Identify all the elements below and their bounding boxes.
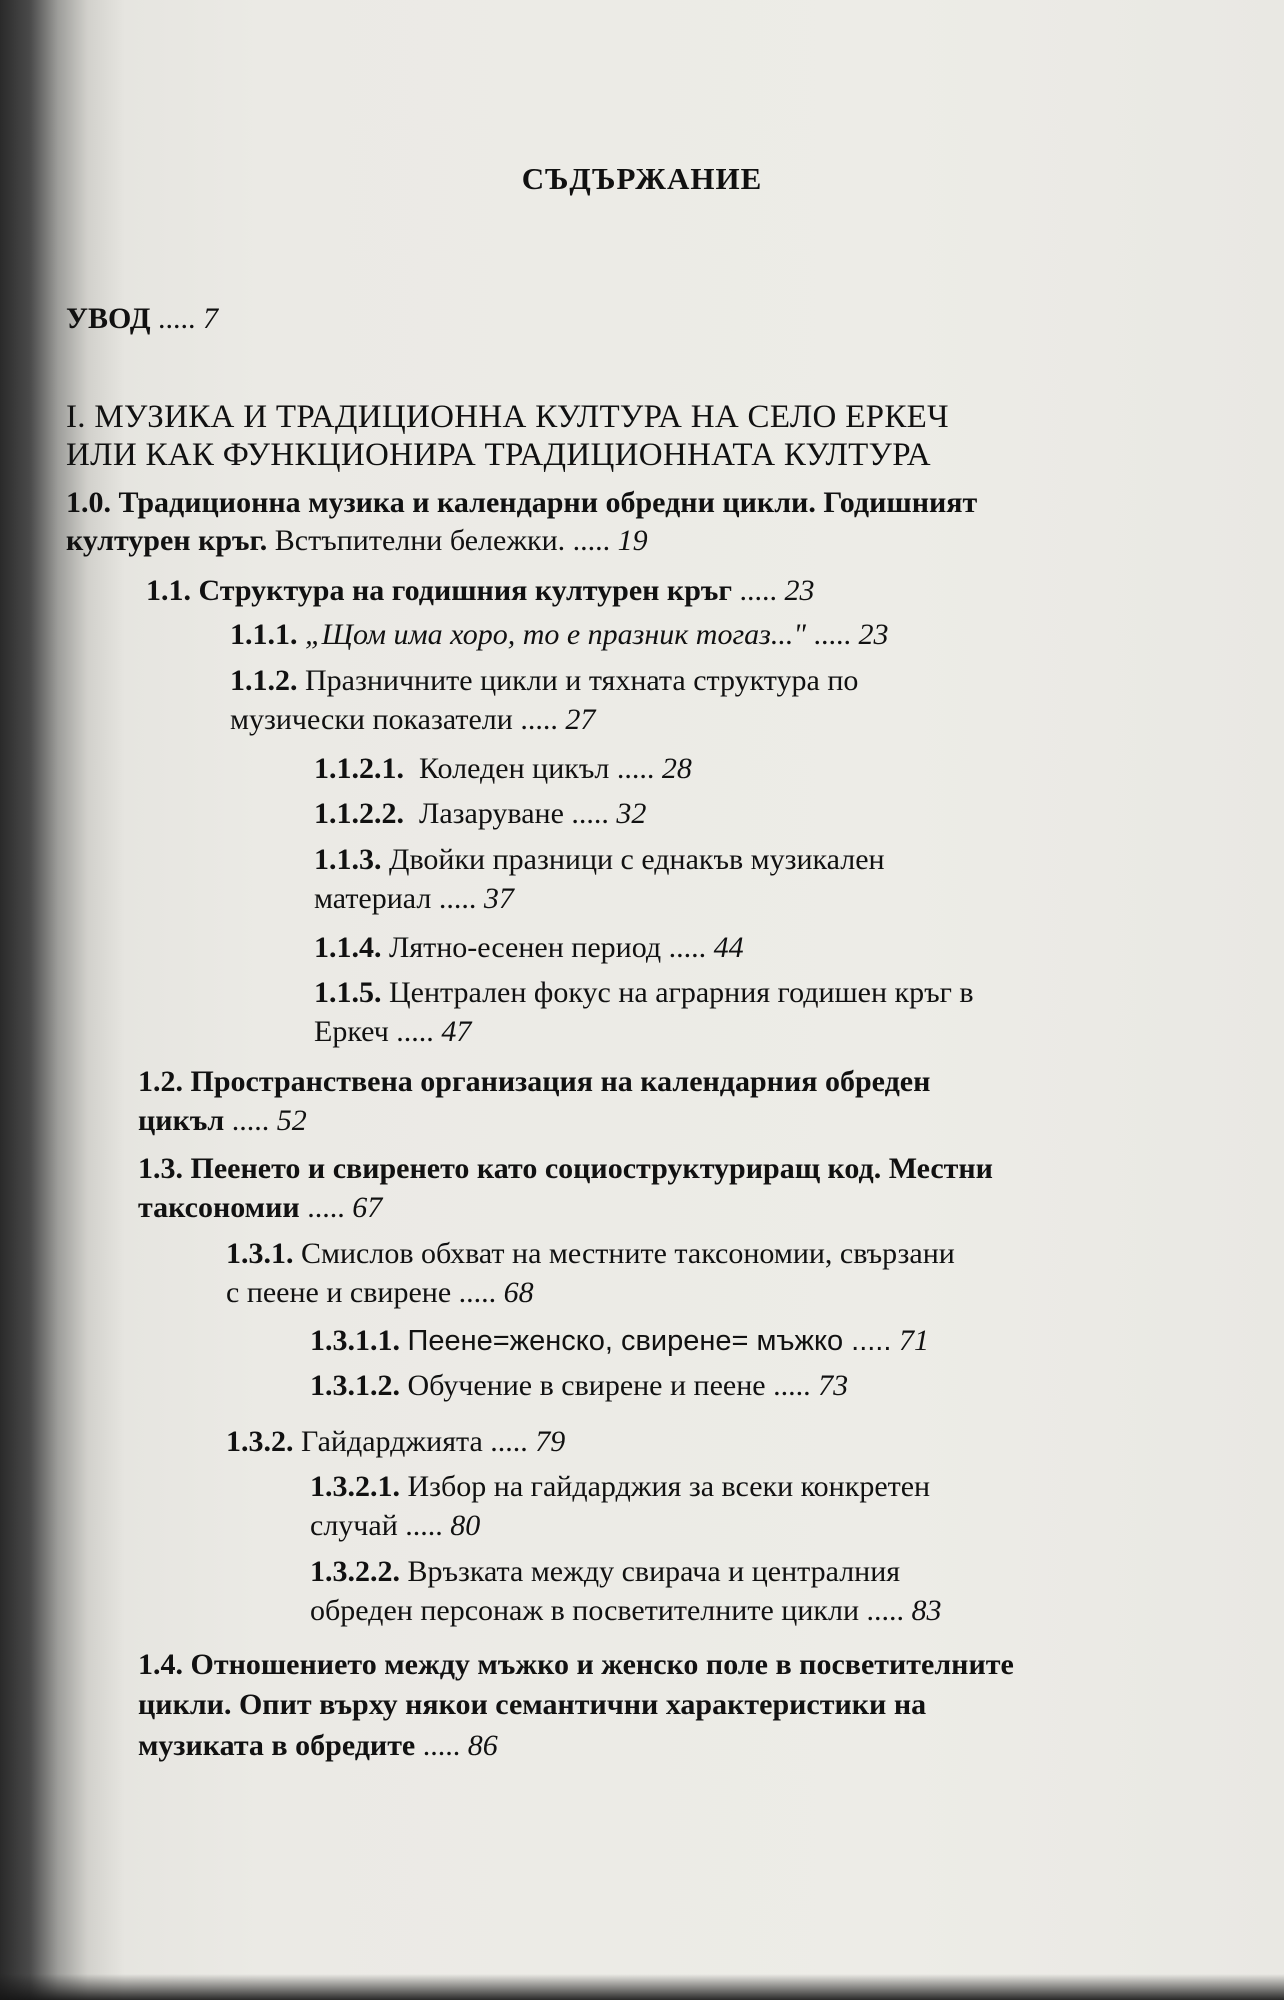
toc-entry-1-4-line1: 1.4. Отношението между мъжко и женско поле в посветителните	[138, 1648, 1014, 1681]
toc-text: музиката в обредите	[138, 1729, 416, 1762]
toc-text: Лятно-есенен период .....	[389, 931, 707, 964]
toc-number: 1.3.1.2.	[310, 1369, 400, 1402]
toc-text: Избор на гайдарджия за всеки конкретен	[407, 1470, 931, 1503]
toc-dots: .....	[307, 1191, 345, 1224]
toc-entry-1-3-1-line1	[226, 1235, 955, 1273]
toc-number: 1.3.2.	[226, 1425, 294, 1458]
toc-page: 86	[467, 1729, 498, 1762]
toc-page: 23	[858, 618, 889, 651]
toc-entry-1-1-3-line1	[314, 841, 885, 879]
toc-entry-1-4-line3	[138, 1727, 498, 1765]
toc-number: 1.3.2.2.	[310, 1555, 400, 1588]
toc-entry-1-3-2-1-line1	[310, 1468, 930, 1506]
part-heading-line1: I. МУЗИКА И ТРАДИЦИОННА КУЛТУРА НА СЕЛО ЕРКЕЧ	[66, 399, 949, 435]
toc-page: 67	[352, 1191, 383, 1224]
toc-number: 1.3.1.	[226, 1237, 294, 1270]
toc-text: Двойки празници с еднакъв музикален	[389, 843, 885, 876]
toc-entry-1-3-2-1-line2	[310, 1507, 480, 1545]
toc-entry-1-3-line2	[138, 1189, 382, 1227]
toc-text: 1.1. Структура на годишния културен кръг	[146, 574, 733, 607]
toc-entry-1-3-2	[226, 1423, 565, 1461]
toc-text: обреден персонаж в посветителните цикли .....	[310, 1594, 904, 1627]
toc-page: 23	[784, 574, 815, 607]
toc-text: таксономии	[138, 1191, 300, 1224]
toc-entry-1-1-4	[314, 929, 744, 967]
toc-entry-1-0-line1	[66, 484, 977, 522]
toc-text: Пеене=женско, свирене= мъжко .....	[407, 1325, 892, 1357]
toc-entry-1-1-3-line2	[314, 880, 514, 918]
toc-entry-1-1	[146, 572, 815, 610]
toc-text: Встъпителни бележки. .....	[267, 524, 611, 557]
toc-number: 1.1.2.	[230, 664, 298, 697]
toc-label: УВОД	[66, 302, 151, 335]
toc-text: . Традиционна музика и календарни обредни цикли. Годишният	[103, 486, 978, 519]
toc-number: 1.0	[66, 486, 104, 519]
toc-entry-1-3-2-2-line1	[310, 1553, 900, 1591]
toc-number: 1.3.1.1.	[310, 1324, 400, 1357]
toc-text: Еркеч .....	[314, 1015, 434, 1048]
toc-number: 1.1.4.	[314, 931, 382, 964]
toc-text: Връзката между свирача и централния	[407, 1555, 901, 1588]
toc-entry-1-3-1-line2	[226, 1274, 534, 1312]
toc-text: случай .....	[310, 1509, 443, 1542]
toc-page: 83	[911, 1594, 942, 1627]
toc-page: 80	[450, 1509, 481, 1542]
toc-entry-1-1-5-line1	[314, 974, 974, 1012]
toc-text: цикъл	[138, 1104, 225, 1137]
toc-dots: .....	[158, 302, 196, 335]
toc-entry-1-3-2-2-line2	[310, 1592, 942, 1630]
toc-entry-1-1-2-line1	[230, 662, 858, 700]
toc-page: 73	[818, 1369, 849, 1402]
toc-page: 37	[483, 882, 514, 915]
toc-page: 19	[617, 524, 648, 557]
toc-entry-1-3-1-2	[310, 1367, 848, 1405]
toc-entry-1-1-2-1	[314, 750, 692, 788]
toc-entry-1-1-2-line2	[230, 701, 595, 739]
toc-entry-uvod	[66, 300, 218, 338]
part-heading-line2: ИЛИ КАК ФУНКЦИОНИРА ТРАДИЦИОННАТА КУЛТУРА	[66, 437, 931, 473]
toc-entry-1-2-line2	[138, 1102, 307, 1140]
toc-number: 1.1.3.	[314, 843, 382, 876]
toc-number: 1.1.5.	[314, 976, 382, 1009]
toc-text: с пеене и свирене .....	[226, 1276, 497, 1309]
toc-number: 1.1.2.1.	[314, 752, 404, 785]
toc-page: 28	[661, 752, 692, 785]
toc-dots: .....	[813, 618, 851, 651]
toc-entry-1-0-line2	[66, 522, 648, 560]
toc-entry-1-3-line1: 1.3. Пеенето и свиренето като социоструктуриращ код. Местни	[138, 1152, 993, 1185]
toc-text: Обучение в свирене и пеене .....	[407, 1369, 811, 1402]
toc-text: материал .....	[314, 882, 477, 915]
toc-page: 32	[616, 797, 647, 830]
toc-page: 7	[203, 302, 219, 335]
toc-page: 79	[535, 1425, 566, 1458]
toc-text: Смислов обхват на местните таксономии, свързани	[301, 1237, 955, 1270]
toc-dots: .....	[739, 574, 778, 607]
toc-entry-1-4-line2: цикли. Опит върху някои семантични характеристики на	[138, 1688, 927, 1721]
toc-entry-1-1-1	[230, 616, 888, 654]
toc-text: Централен фокус на аграрния годишен кръг в	[389, 976, 974, 1009]
toc-entry-1-1-2-2	[314, 795, 646, 833]
toc-page: 47	[441, 1015, 472, 1048]
toc-page: 68	[503, 1276, 534, 1309]
toc-text: музически показатели .....	[230, 703, 558, 736]
toc-page: 44	[713, 931, 744, 964]
toc-entry-1-3-1-1	[310, 1322, 929, 1360]
toc-page: 71	[898, 1324, 929, 1357]
toc-text: Коледен цикъл .....	[419, 752, 655, 785]
toc-entry-1-1-5-line2	[314, 1013, 471, 1051]
toc-text: „Щом има хоро, то е празник тогаз..."	[305, 618, 806, 651]
toc-number: 1.1.1.	[230, 618, 298, 651]
toc-page: 52	[276, 1104, 307, 1137]
toc-dots: .....	[231, 1104, 270, 1137]
toc-number: 1.1.2.2.	[314, 797, 404, 830]
toc-text: Лазаруване .....	[419, 797, 609, 830]
toc-text: Гайдарджията .....	[301, 1425, 528, 1458]
page-title: СЪДЪРЖАНИЕ	[521, 161, 763, 196]
toc-text: Празничните цикли и тяхната структура по	[305, 664, 859, 697]
toc-dots: .....	[422, 1729, 461, 1762]
toc-entry-1-2-line1: 1.2. Пространствена организация на календарния обреден	[138, 1065, 931, 1098]
toc-page: 27	[565, 703, 596, 736]
toc-number: 1.3.2.1.	[310, 1470, 400, 1503]
toc-text-bold: културен кръг.	[66, 524, 268, 557]
